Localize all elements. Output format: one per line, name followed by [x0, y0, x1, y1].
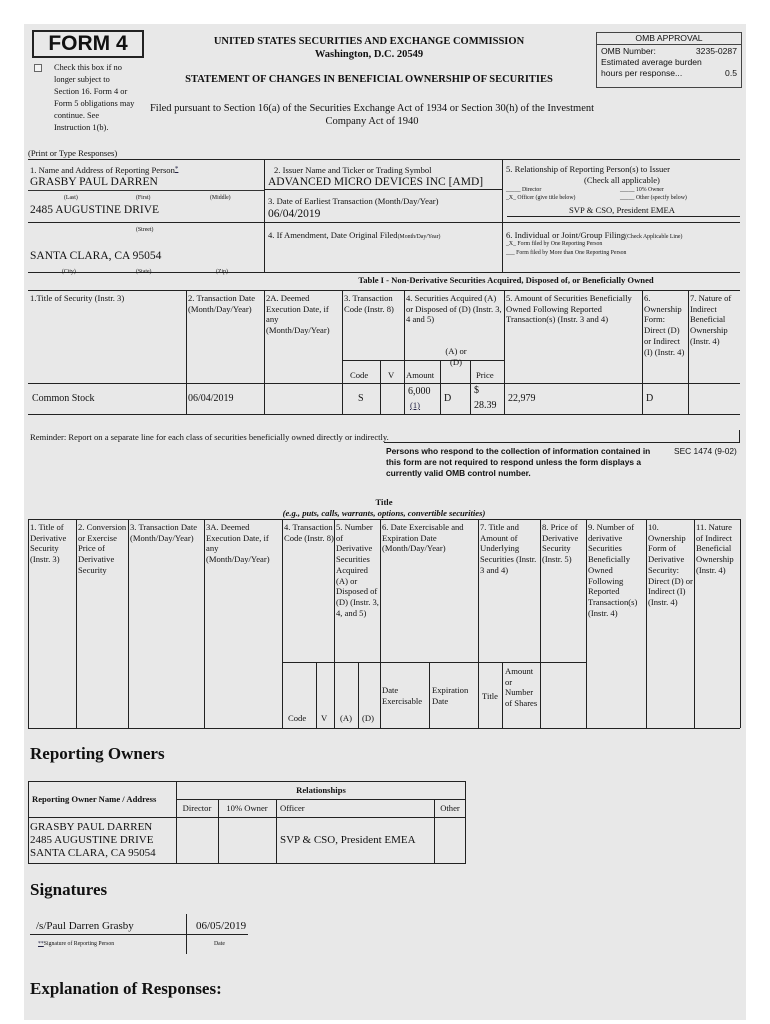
t2-col1-header: 1. Title of Derivative Security (Instr. 3): [30, 522, 67, 565]
box6-label: 6. Individual or Joint/Group Filing(Check Applicable Line): [506, 230, 683, 240]
city-state-zip: SANTA CLARA, CA 95054: [30, 250, 162, 262]
issuer-name-ticker: ADVANCED MICRO DEVICES INC [AMD]: [268, 176, 484, 188]
reporting-owners-heading: Reporting Owners: [30, 744, 165, 763]
t1-aord-subheader: (A) or (D): [445, 346, 467, 367]
ten-owner-header: 10% Owner: [226, 803, 268, 813]
state-label: (State): [136, 269, 152, 275]
officer-option[interactable]: _X_ Officer (give title below): [506, 195, 576, 201]
t2-col5-header: 5. Number of Derivative Securities Acquired (A) or Disposed of (D) (Instr. 3, 4, and 5): [336, 522, 379, 618]
ten-percent-owner-option[interactable]: _____ 10% Owner: [620, 187, 664, 193]
persons-notice: Persons who respond to the collection of information contained in this form are not required to respond unless the form displays a currently valid OMB control number.: [386, 446, 651, 478]
zip-label: (Zip): [216, 269, 228, 275]
omb-hours-value: 0.5: [725, 68, 737, 78]
middle-label: (Middle): [210, 195, 231, 201]
t1-col4-header: 4. Securities Acquired (A) or Disposed of (D) (Instr. 3, 4 and 5): [406, 293, 502, 325]
checkbox-instruction-text: Check this box if no longer subject to Section 16. Form 4 or Form 5 obligations may continue. See Instruction 1(b).: [54, 63, 135, 132]
t1-v-subheader: V: [388, 370, 395, 380]
t2-col10-header: 10. Ownership Form of Derivative Security: Direct (D) or Indirect (I) (Instr. 4): [648, 522, 693, 608]
officer-title-value: SVP & CSO, President EMEA: [569, 205, 675, 215]
t2-a-subheader: (A): [340, 713, 352, 723]
t1-row-owned: 22,979: [508, 393, 536, 404]
box5-label: 5. Relationship of Reporting Person(s) to Issuer: [506, 164, 670, 174]
form-title: FORM 4: [32, 30, 144, 58]
t1-price-subheader: Price: [476, 370, 494, 380]
t1-row-security: Common Stock: [32, 393, 95, 404]
t1-col7-header: 7. Nature of Indirect Beneficial Ownership (Instr. 4): [690, 293, 732, 346]
street-label: (Street): [136, 227, 154, 233]
omb-title: OMB APPROVAL: [597, 33, 741, 45]
t1-row-amount: 6,000: [408, 386, 431, 397]
multiple-persons-option[interactable]: ___ Form filed by More than One Reporting Person: [506, 250, 627, 256]
t1-col3-header: 3. Transaction Code (Instr. 8): [344, 293, 394, 314]
city-label: (City): [62, 269, 76, 275]
first-label: (First): [136, 195, 151, 201]
form-page: [24, 24, 746, 1020]
box5-sub: (Check all applicable): [584, 175, 660, 185]
agency-name: UNITED STATES SECURITIES AND EXCHANGE COMMISSION: [213, 36, 525, 47]
t1-code-subheader: Code: [350, 370, 369, 380]
sec-form-code: SEC 1474 (9-02): [674, 446, 737, 456]
signature-name: /s/Paul Darren Grasby: [36, 920, 134, 932]
t2-col11-header: 11. Nature of Indirect Beneficial Ownership (Instr. 4): [696, 522, 734, 575]
t2-v-subheader: V: [321, 713, 328, 723]
t1-col2a-header: 2A. Deemed Execution Date, if any (Month/Day/Year): [266, 293, 330, 336]
reporting-person-name: GRASBY PAUL DARREN: [30, 176, 158, 188]
t1-row-price-symbol: $: [474, 385, 479, 396]
t1-row-form: D: [646, 393, 654, 404]
t1-col1-header: 1.Title of Security (Instr. 3): [30, 293, 125, 303]
signature-footnote-mark[interactable]: **: [38, 941, 44, 947]
agency-location: Washington, D.C. 20549: [314, 49, 424, 60]
t2-col7-header: 7. Title and Amount of Underlying Securities (Instr. 3 and 4): [480, 522, 537, 575]
explanation-heading: Explanation of Responses:: [30, 979, 222, 998]
t2-col2-header: 2. Conversion or Exercise Price of Derivative Security: [78, 522, 127, 575]
t1-row-date: 06/04/2019: [188, 393, 234, 404]
t1-row-footnote-link[interactable]: (1): [410, 400, 421, 410]
t2-code-subheader: Code: [288, 713, 307, 723]
t2-col9-header: 9. Number of derivative Securities Beneficially Owned Following Reported Transaction(s) (Instr. 4): [588, 522, 638, 618]
owner-name: GRASBY PAUL DARREN: [30, 821, 153, 833]
t2-date-exercisable-subheader: Date Exercisable: [382, 685, 423, 706]
signature-date: 06/05/2019: [196, 920, 247, 932]
omb-burden-label: Estimated average burden: [601, 57, 702, 67]
owner-officer-title: SVP & CSO, President EMEA: [280, 834, 416, 846]
print-type-note: (Print or Type Responses): [28, 148, 118, 158]
t2-d-subheader: (D): [362, 713, 374, 723]
other-option[interactable]: _____ Other (specify below): [620, 195, 687, 201]
filed-pursuant-text: Filed pursuant to Section 16(a) of the Securities Exchange Act of 1934 or Section 30(h) of the Investment Company Act of 1940: [149, 103, 595, 127]
box2-label: 2. Issuer Name and Ticker or Trading Symbol: [274, 165, 432, 175]
one-person-option[interactable]: _X_ Form filed by One Reporting Person: [506, 241, 603, 247]
t1-row-price: 28.39: [474, 400, 497, 411]
last-label: (Last): [64, 195, 78, 201]
street-address: 2485 AUGUSTINE DRIVE: [30, 204, 160, 216]
t2-col8-header: 8. Price of Derivative Security (Instr. 5): [542, 522, 579, 565]
t1-row-code: S: [358, 393, 364, 404]
owner-street: 2485 AUGUSTINE DRIVE: [30, 834, 154, 846]
box1-label: 1. Name and Address of Reporting Person*: [30, 165, 179, 175]
t2-expiration-subheader: Expiration Date: [432, 685, 469, 706]
table2-title: Title: [375, 497, 393, 507]
relationships-header: Relationships: [296, 785, 346, 795]
t1-row-aord: D: [444, 393, 452, 404]
t2-title-subheader: Title: [482, 691, 498, 701]
t2-col4-header: 4. Transaction Code (Instr. 8): [284, 522, 334, 543]
table1-title: Table I - Non-Derivative Securities Acquired, Disposed of, or Beneficially Owned: [358, 275, 654, 285]
statement-title: STATEMENT OF CHANGES IN BENEFICIAL OWNERSHIP OF SECURITIES: [185, 74, 553, 85]
signatures-heading: Signatures: [30, 880, 108, 899]
t2-col3a-header: 3A. Deemed Execution Date, if any (Month/Day/Year): [206, 522, 270, 565]
t2-col6-header: 6. Date Exercisable and Expiration Date (Month/Day/Year): [382, 522, 464, 554]
owner-city: SANTA CLARA, CA 95054: [30, 847, 156, 859]
box4-label: 4. If Amendment, Date Original Filed(Month/Day/Year): [268, 230, 441, 240]
director-header: Director: [182, 803, 212, 813]
t1-col5-header: 5. Amount of Securities Beneficially Owned Following Reported Transaction(s) (Instr. 3 and 4): [506, 293, 632, 325]
table2-subtitle: (e.g., puts, calls, warrants, options, convertible securities): [282, 508, 486, 518]
t2-amount-subheader: Amount or Number of Shares: [505, 666, 538, 709]
signature-label: **Signature of Reporting Person: [38, 941, 115, 947]
omb-approval-box: [596, 32, 742, 88]
t1-col2-header: 2. Transaction Date (Month/Day/Year): [188, 293, 256, 314]
no-longer-subject-checkbox[interactable]: [34, 64, 42, 72]
t1-col6-header: 6. Ownership Form: Direct (D) or Indirect (I) (Instr. 4): [644, 293, 685, 357]
reminder-text: Reminder: Report on a separate line for each class of securities beneficially owned directly or indirectly.: [30, 432, 389, 442]
owner-name-address-header: Reporting Owner Name / Address: [32, 794, 157, 804]
earliest-transaction-date: 06/04/2019: [268, 208, 321, 220]
officer-header: Officer: [280, 803, 305, 813]
t2-col3-header: 3. Transaction Date (Month/Day/Year): [130, 522, 198, 543]
omb-hours-label: hours per response...: [601, 68, 683, 78]
omb-number-label: OMB Number:: [601, 46, 656, 56]
omb-number-value: 3235-0287: [695, 46, 737, 56]
other-header: Other: [440, 803, 460, 813]
date-label: Date: [214, 941, 225, 947]
director-option[interactable]: _____ Director: [506, 187, 542, 193]
t1-amount-subheader: Amount: [406, 370, 435, 380]
box3-label: 3. Date of Earliest Transaction (Month/Day/Year): [268, 196, 439, 206]
